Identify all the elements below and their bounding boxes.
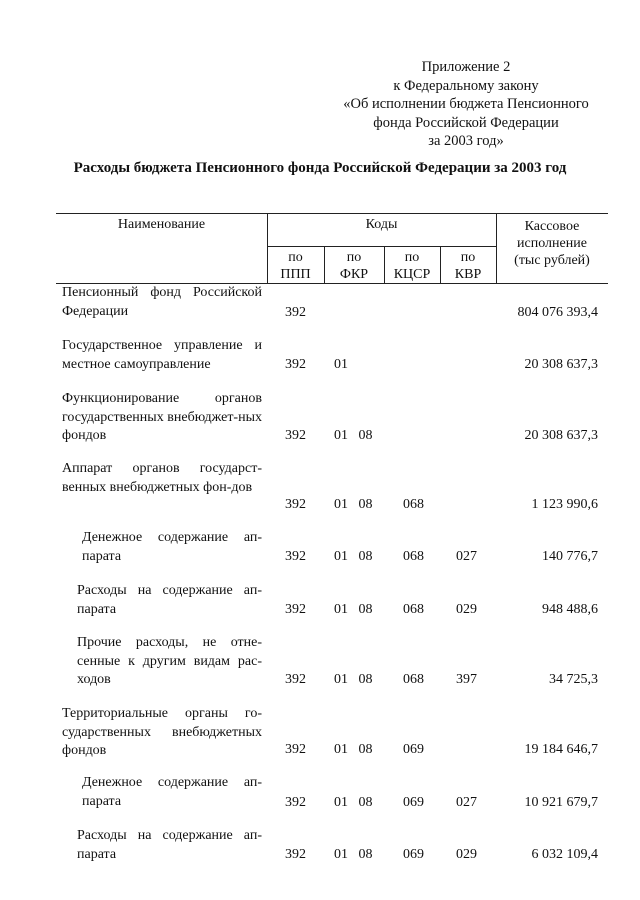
row-code-fkr: 01 08	[334, 795, 373, 810]
row-code-kcsr: 068	[403, 549, 424, 564]
row-name: Расходы на содержание ап-парата	[77, 828, 262, 862]
row-name: Государственное управление и местное самоуправление	[62, 338, 262, 372]
row-code-ppp: 392	[285, 795, 306, 810]
row-code-fkr: 01 08	[334, 847, 373, 862]
row-code-ppp: 392	[285, 672, 306, 687]
row-code-ppp: 392	[285, 602, 306, 617]
row-code-kvr: 027	[456, 549, 477, 564]
row-amount: 804 076 393,4	[517, 305, 598, 320]
row-name: Территориальные органы го-сударственных внебюджетных фондов	[62, 706, 262, 758]
header-name: Наименование	[117, 217, 206, 232]
header-vline-4	[440, 246, 441, 284]
header-fkr	[324, 249, 384, 283]
row-amount: 34 725,3	[549, 672, 598, 687]
row-code-fkr: 01 08	[334, 549, 373, 564]
row-amount: 1 123 990,6	[531, 497, 598, 512]
row-code-ppp: 392	[285, 305, 306, 320]
row-code-kvr: 029	[456, 847, 477, 862]
header-vline-2	[324, 246, 325, 284]
header-cash-execution	[496, 218, 608, 269]
row-amount: 20 308 637,3	[524, 428, 598, 443]
header-kcsr-line2: КЦСР	[393, 267, 431, 282]
row-code-ppp: 392	[285, 742, 306, 757]
header-kcsr	[384, 249, 440, 283]
header-ppp-line1: по	[288, 250, 303, 265]
row-name: Функционирование органов государственных внебюджет-ных фондов	[62, 391, 262, 443]
appendix-line-3: «Об исполнении бюджета Пенсионного	[343, 96, 589, 112]
row-code-ppp: 392	[285, 549, 306, 564]
row-code-fkr: 01 08	[334, 428, 373, 443]
header-exec-line3: (тыс рублей)	[514, 253, 590, 268]
appendix-line-5: за 2003 год»	[428, 133, 504, 149]
row-code-kcsr: 069	[403, 795, 424, 810]
row-code-fkr: 01 08	[334, 672, 373, 687]
row-name: Денежное содержание ап-парата	[82, 775, 262, 809]
header-kvr-line2: КВР	[454, 267, 482, 282]
row-code-fkr: 01 08	[334, 742, 373, 757]
row-code-ppp: 392	[285, 357, 306, 372]
header-kvr	[440, 249, 496, 283]
header-fkr-line2: ФКР	[339, 267, 369, 282]
row-code-kvr: 027	[456, 795, 477, 810]
row-amount: 948 488,6	[542, 602, 598, 617]
header-codes: Коды	[365, 217, 398, 232]
header-vline-5	[496, 213, 497, 284]
appendix-line-4: фонда Российской Федерации	[373, 114, 559, 131]
header-vline-1	[267, 213, 268, 284]
header-ppp	[267, 249, 324, 283]
codes-divider-rule	[267, 246, 496, 247]
row-name: Денежное содержание ап-парата	[82, 530, 262, 564]
row-code-fkr: 01 08	[334, 602, 373, 617]
row-code-kcsr: 068	[403, 497, 424, 512]
header-top-rule	[56, 213, 608, 214]
row-name: Пенсионный фонд Российской Федерации	[62, 285, 262, 319]
row-code-kcsr: 068	[403, 602, 424, 617]
row-name: Аппарат органов государст-венных внебюджетных фон-дов	[62, 461, 262, 495]
header-kvr-line1: по	[460, 250, 476, 265]
header-ppp-line2: ППП	[280, 267, 311, 282]
row-code-kvr: 029	[456, 602, 477, 617]
row-name: Расходы на содержание ап-парата	[77, 583, 262, 617]
row-code-kcsr: 069	[403, 847, 424, 862]
row-name: Прочие расходы, не отне-сенные к другим видам рас-ходов	[77, 635, 262, 687]
row-code-ppp: 392	[285, 428, 306, 443]
appendix-reference	[332, 58, 600, 151]
header-exec-line1: Кассовое	[524, 219, 580, 234]
appendix-line-1: Приложение 2	[421, 59, 511, 75]
row-amount: 10 921 679,7	[524, 795, 598, 810]
row-code-fkr: 01 08	[334, 497, 373, 512]
row-code-kcsr: 069	[403, 742, 424, 757]
row-amount: 6 032 109,4	[531, 847, 598, 862]
row-code-kvr: 397	[456, 672, 477, 687]
row-amount: 140 776,7	[542, 549, 598, 564]
row-code-kcsr: 068	[403, 672, 424, 687]
header-fkr-line1: по	[346, 250, 362, 265]
header-kcsr-line1: по	[404, 250, 420, 265]
row-code-ppp: 392	[285, 847, 306, 862]
row-amount: 20 308 637,3	[524, 357, 598, 372]
document-title: Расходы бюджета Пенсионного фонда Российской Федерации за 2003 год	[73, 160, 567, 176]
header-vline-3	[384, 246, 385, 284]
row-amount: 19 184 646,7	[524, 742, 598, 757]
row-code-fkr: 01	[334, 357, 348, 372]
appendix-line-2: к Федеральному закону	[393, 77, 539, 94]
row-code-ppp: 392	[285, 497, 306, 512]
header-exec-line2: исполнение	[517, 236, 587, 251]
